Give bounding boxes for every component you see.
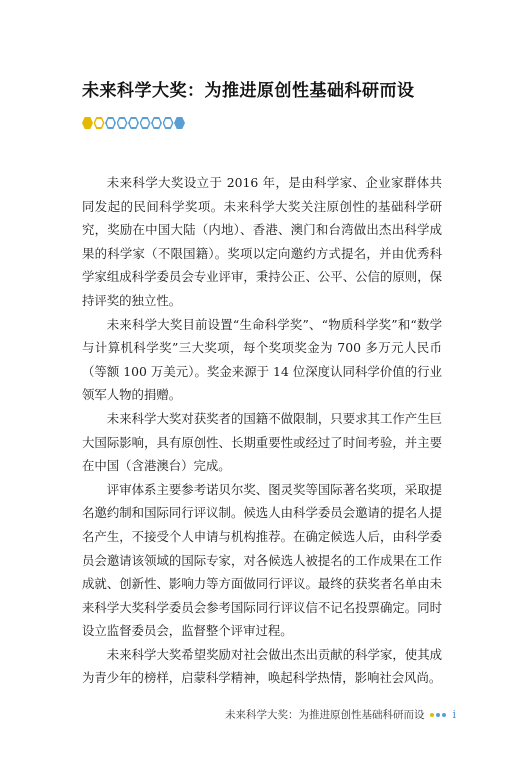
hexagon-icon	[151, 117, 162, 129]
hexagon-decoration	[82, 117, 186, 129]
paragraph-4: 评审体系主要参考诺贝尔奖、图灵奖等国际著名奖项，采取提名邀约制和国际同行评议制。候选人由科学委员会邀请的提名人提名产生，不接受个人申请与机构推荐。在确定候选人后，由科学委员会邀请该领域的国际专家，对各候选人被提名的工作成果在工作成就、创新性、影响力等方面做同行评议。最终的获奖者名单由未来科学大奖科学委员会参考国际同行评议信不记名投票确定。同时设立监督委员会，监督整个评审过程。	[82, 481, 442, 639]
hexagon-icon	[128, 117, 139, 129]
running-title: 未来科学大奖：为推进原创性基础科研而设	[224, 709, 425, 721]
page-footer	[225, 707, 456, 722]
hexagon-icon	[94, 117, 105, 129]
paragraph-3: 未来科学大奖对获奖者的国籍不做限制，只要求其工作产生巨大国际影响，具有原创性、长期重要性或经过了时间考验，并主要在中国（含港澳台）完成。	[82, 410, 442, 474]
page-title: 未来科学大奖：为推进原创性基础科研而设	[82, 81, 415, 101]
footer-dots-icon	[430, 713, 446, 717]
paragraph-2: 未来科学大奖目前设置“生命科学奖”、“物质科学奖”和“数学与计算机科学奖”三大奖项，每个奖项奖金为 700 多万元人民币（等额 100 万美元）。奖金来源于 14 位深度认同科学价值的行业领军人物的捐赠。	[82, 316, 442, 403]
body-text	[82, 171, 442, 690]
hexagon-icon	[163, 117, 174, 129]
dot-icon	[436, 713, 440, 717]
hexagon-icon	[140, 117, 151, 129]
hexagon-icon	[117, 117, 128, 129]
paragraph-5: 未来科学大奖希望奖励对社会做出杰出贡献的科学家，使其成为青少年的榜样，启蒙科学精神，唤起科学热情，影响社会风尚。	[82, 646, 442, 686]
hexagon-icon	[105, 117, 116, 129]
hexagon-icon	[82, 117, 93, 129]
paragraph-1: 未来科学大奖设立于 2016 年，是由科学家、企业家群体共同发起的民间科学奖项。未来科学大奖关注原创性的基础科学研究，奖励在中国大陆（内地）、香港、澳门和台湾做出杰出科学成果的科学家（不限国籍）。奖项以定向邀约方式提名，并由优秀科学家组成科学委员会专业评审，秉持公正、公平、公信的原则，保持评奖的独立性。	[82, 175, 442, 308]
dot-icon	[430, 713, 434, 717]
hexagon-icon	[174, 117, 185, 129]
page-number: i	[452, 708, 456, 721]
dot-icon	[442, 713, 446, 717]
